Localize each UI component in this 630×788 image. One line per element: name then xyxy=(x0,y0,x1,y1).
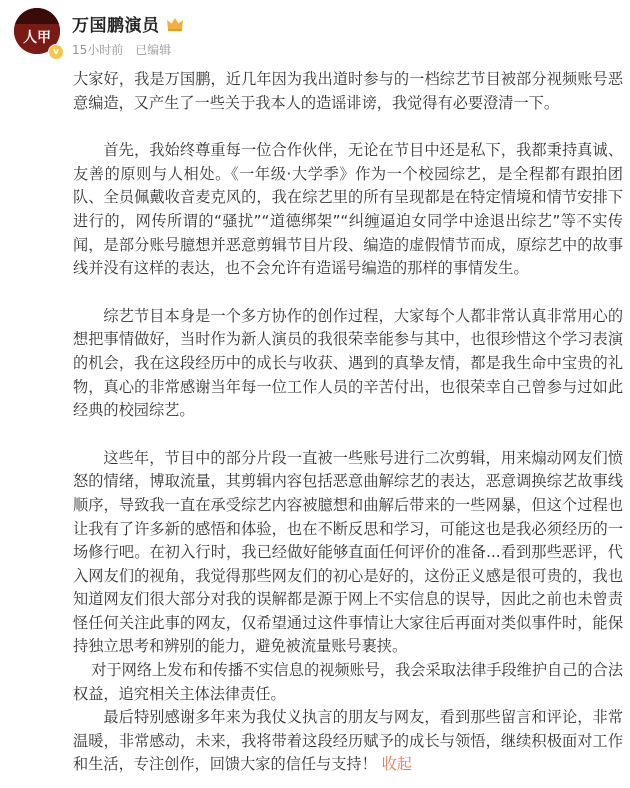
author-name[interactable]: 万国鹏演员 xyxy=(72,16,160,36)
author-name-row xyxy=(72,11,184,36)
paragraph-respect: 首先，我始终尊重每一位合作伙伴，无论在节目中还是私下，我都秉持真诚、友善的原则与人相处。《一年级·大学季》作为一个校园综艺，是全程都有跟拍团队、全员佩戴收音麦克风的，我在综艺里的所有呈现都是在特定情境和情节安排下进行的，网传所谓的“骚扰”“道德绑架”“纠缠逼迫女同学中途退出综艺”等不实传闻，是部分账号臆想并恶意剪辑节目片段、编造的虚假情节而成，原综艺中的故事线并没有这样的表达，也不会允许有造谣号编造的那样的事情发生。 xyxy=(73,141,623,278)
verified-badge-icon: v xyxy=(48,44,64,60)
paragraph-legal: 对于网络上发布和传播不实信息的视频账号，我会采取法律手段维护自己的合法权益，追究相关主体法律责任。 xyxy=(73,661,623,703)
paragraph-thanks xyxy=(73,706,623,777)
post-content xyxy=(73,68,623,777)
edited-label[interactable]: 已编辑 xyxy=(135,43,172,57)
paragraph-variety-show: 综艺节目本身是一个多方协作的创作过程，大家每个人都非常认真非常用心的想把事情做好，当时作为新人演员的我很荣幸能参与其中，也很珍惜这个学习表演的机会，我在这段经历中的成长与收获、遇到的真挚友情，都是我生命中宝贵的礼物，真心的非常感谢当年每一位工作人员的辛苦付出，也很荣幸自己曾参与过如此经典的校园综艺。 xyxy=(73,306,623,420)
member-crown-icon[interactable] xyxy=(166,16,184,32)
post-time[interactable]: 15小时前 xyxy=(72,43,124,57)
paragraph-thanks-text: 最后特别感谢多年来为我仗义执言的朋友与网友，看到那些留言和评论，非常温暖，非常感动，未来，我将带着这段经历赋予的成长与领悟，继续积极面对工作和生活，专注创作，回馈大家的信任与支持！ xyxy=(73,708,623,774)
post-meta xyxy=(72,41,179,58)
paragraph-editing: 这些年，节目中的部分片段一直被一些账号进行二次剪辑，用来煽动网友们愤怒的情绪，博取流量，其剪辑内容包括恶意曲解综艺的表达，恶意调换综艺故事线顺序，导致我一直在承受综艺内容被臆想和曲解后带来的一些网暴，但这个过程也让我有了许多新的感悟和体验，也在不断反思和学习，可能这也是我必须经历的一场修行吧。在初入行时，我已经做好能够直面任何评价的准备...看到那些恶评，代入网友们的视角，我觉得那些网友们的初心是好的，这份正义感是很可贵的，我也知道网友们很大部分对我的误解都是源于网上不实信息的误导，因此之前也未曾责怪任何关注此事的网友，仅希望通过这件事情让大家往后再面对类似事件时，能保持独立思考和辨别的能力，避免被流量账号裹挟。 xyxy=(73,448,623,656)
collapse-link[interactable]: 收起 xyxy=(381,755,412,774)
svg-text:人甲: 人甲 xyxy=(23,30,51,46)
paragraph-intro: 大家好，我是万国鹏，近几年因为我出道时参与的一档综艺节目被部分视频账号恶意编造，又产生了一些关于我本人的造谣诽谤，我觉得有必要澄清一下。 xyxy=(73,70,623,112)
